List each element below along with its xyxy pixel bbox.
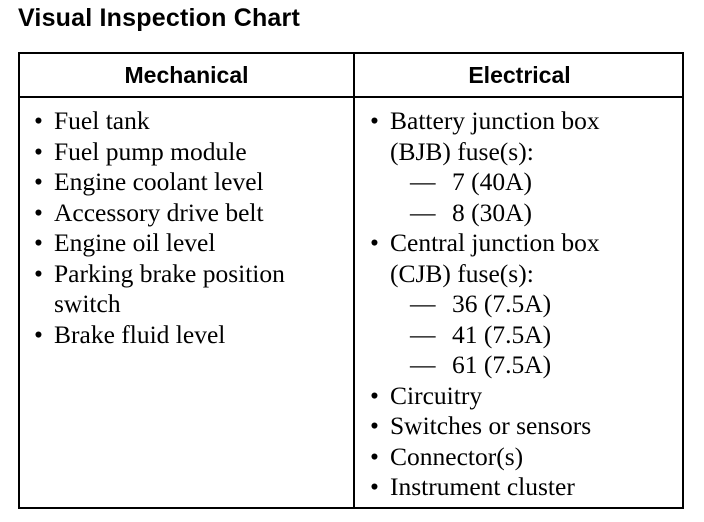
bullet-icon: • [370,228,379,257]
mechanical-item: • Fuel pump module [34,136,247,166]
mechanical-header: Mechanical [124,62,249,88]
electrical-item: • Circuitry [370,380,483,410]
mechanical-item: • Brake fluid level [34,319,226,349]
bullet-icon: • [370,441,379,471]
fuse-line: — 7 (40A) [410,167,533,196]
fuse-line: — 61 (7.5A) [410,350,552,379]
electrical-column [370,106,680,503]
mechanical-item: • Fuel tank [34,106,150,135]
bullet-icon: • [34,197,43,227]
bullet-icon: • [34,319,43,349]
bullet-icon: • [370,411,379,440]
column-divider [353,54,355,507]
fuse-line: — 8 (30A) [410,197,533,227]
bullet-icon: • [34,136,43,166]
fuse-line: — 41 (7.5A) [410,319,552,349]
bullet-icon: • [370,380,379,410]
header-divider [20,96,682,98]
mechanical-column [34,106,346,350]
bullet-icon: • [34,258,43,288]
electrical-item-cjb: • Central junction box (CJB) fuse(s): — 36 (7.5A) — 41 (7.5A) — 61 (7.5A) [370,228,680,381]
mechanical-item: • Engine coolant level [34,167,264,196]
bullet-icon: • [34,228,43,257]
mechanical-item: • Engine oil level [34,228,216,257]
dash-icon: — [410,197,436,227]
inspection-table [18,52,684,509]
dash-icon: — [410,350,436,379]
electrical-item: • Instrument cluster [370,472,575,501]
dash-icon: — [410,319,436,349]
bullet-icon: • [370,106,379,135]
bullet-icon: • [34,167,43,196]
chart-title: Visual Inspection Chart [18,4,300,32]
mechanical-item: • Parking brake position switch [34,258,285,318]
bullet-icon: • [34,106,43,135]
electrical-item-bjb: • Battery junction box (BJB) fuse(s): — 7 (40A) — 8 (30A) [370,106,680,228]
fuse-line: — 36 (7.5A) [410,289,552,318]
dash-icon: — [410,289,436,318]
electrical-header: Electrical [468,62,571,88]
bullet-icon: • [370,472,379,501]
electrical-item: • Connector(s) [370,441,524,471]
electrical-item: • Switches or sensors [370,411,592,440]
mechanical-item: • Accessory drive belt [34,197,264,227]
dash-icon: — [410,167,436,196]
